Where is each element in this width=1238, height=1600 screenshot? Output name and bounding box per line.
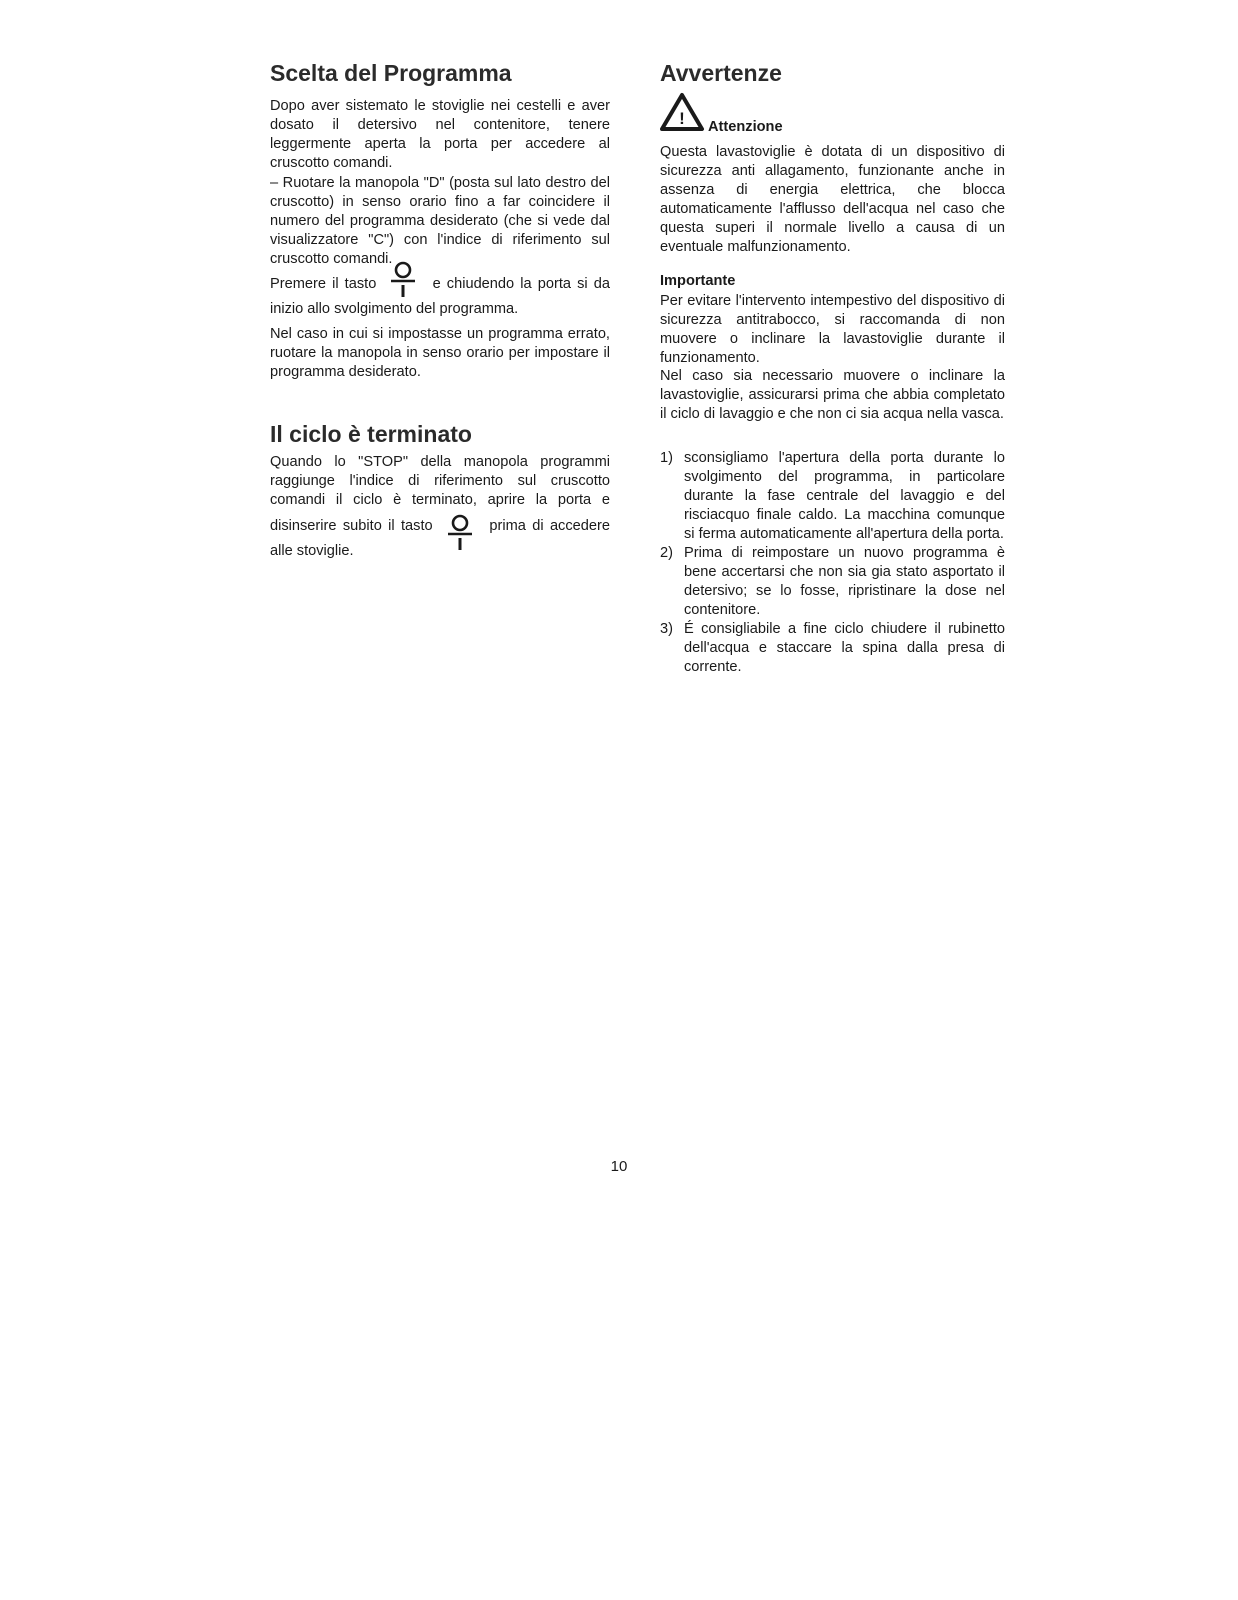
paragraph-wrong-program: Nel caso in cui si impostasse un programma errato, ruotare la manopola in senso orario per impostare il programma desiderato. <box>270 326 610 380</box>
paragraph-flood-protection: Questa lavastoviglie è dotata di un dispositivo di sicurezza anti allagamento, funzionante anche in assenza di energia elettrica, che blocca automaticamente l'afflusso dell'acqua nel caso che questa superi il normale livello a causa di un eventuale malfunzionamento. <box>660 144 1005 255</box>
power-onoff-icon <box>390 261 416 293</box>
cycle-text-after: prima di accedere alle stoviglie. <box>270 517 610 559</box>
section-title-warnings: Avvertenze <box>660 60 782 86</box>
power-onoff-icon <box>447 514 473 546</box>
paragraph-important-2: Nel caso sia necessario muovere o inclinare la lavastoviglie, assicurarsi prima che abbia completato il ciclo di lavaggio e che non ci sia acqua nella vasca. <box>660 368 1005 422</box>
paragraph-rotate-knob: – Ruotare la manopola "D" (posta sul lato destro del cruscotto) in senso orario fino a far coincidere il numero del programma desiderato (che si vede dal visualizzatore "C") con l'indice di riferimento sul cruscotto comandi. <box>270 175 610 267</box>
section-title-program-choice: Scelta del Programma <box>270 60 512 86</box>
list-item <box>660 449 1005 544</box>
page-number: 10 <box>610 1158 628 1175</box>
warning-triangle-icon <box>660 92 706 137</box>
important-label: Importante <box>660 273 736 289</box>
warning-label: Attenzione <box>708 119 783 135</box>
list-item-number: 1) <box>660 450 673 466</box>
list-item <box>660 620 1005 677</box>
list-item-number: 2) <box>660 545 673 561</box>
paragraph-cycle-finished <box>270 453 610 561</box>
warning-header <box>660 92 783 137</box>
cycle-text-before: Quando lo "STOP" della manopola programmi raggiunge l'indice di riferimento sul cruscotto comandi il ciclo è terminato, aprire la porta e disinserire subito il tasto <box>270 454 610 534</box>
warnings-list <box>660 449 1005 677</box>
paragraph-press-button <box>270 268 610 319</box>
list-item-text: sconsigliamo l'apertura della porta durante lo svolgimento del programma, in particolare durante la fase centrale del lavaggio e del risciacquo finale caldo. La macchina comunque si ferma automaticamente all'apertura della porta. <box>684 450 1005 542</box>
list-item <box>660 544 1005 620</box>
press-text-after: e chiudendo la porta si da inizio allo svolgimento del programma. <box>270 275 610 317</box>
list-item-text: Prima di reimpostare un nuovo programma è bene accertarsi che non sia gia stato asportato il detersivo; se lo fosse, ripristinare la dose nel contenitore. <box>684 545 1005 618</box>
svg-text:!: ! <box>679 109 685 128</box>
press-text-before: Premere il tasto <box>270 275 377 292</box>
paragraph-intro: Dopo aver sistemato le stoviglie nei cestelli e aver dosato il detersivo nel contenitore, tenere leggermente aperta la porta per accedere al cruscotto comandi. <box>270 98 610 171</box>
list-item-text: É consigliabile a fine ciclo chiudere il rubinetto dell'acqua e staccare la spina dalla presa di corrente. <box>684 621 1005 675</box>
section-title-cycle-finished: Il ciclo è terminato <box>270 421 472 447</box>
list-item-number: 3) <box>660 621 673 637</box>
paragraph-important-1: Per evitare l'intervento intempestivo del dispositivo di sicurezza antitrabocco, si raccomanda di non muovere o inclinare la lavastoviglie durante il funzionamento. <box>660 293 1005 366</box>
